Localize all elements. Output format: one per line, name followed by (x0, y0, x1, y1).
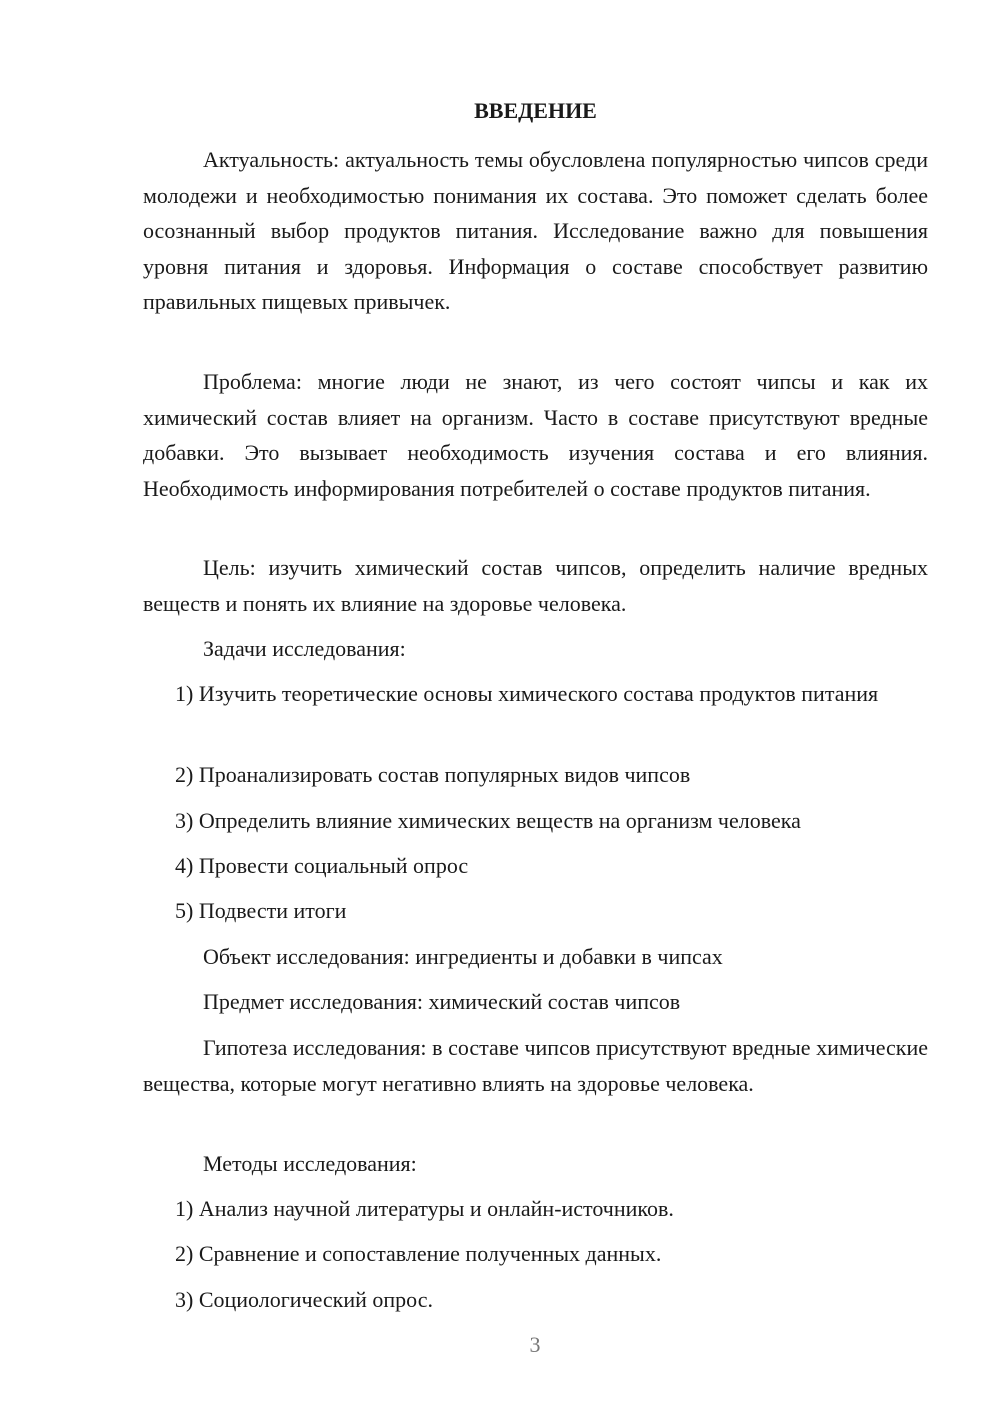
task-item: 5) Подвести итоги (175, 898, 347, 923)
task-item: 2) Проанализировать состав популярных видов чипсов (175, 762, 691, 787)
page-title: ВВЕДЕНИЕ (474, 98, 597, 123)
subject-paragraph: Предмет исследования: химический состав чипсов (203, 989, 681, 1014)
task-item: 1) Изучить теоретические основы химического состава продуктов питания (175, 681, 879, 706)
tasks-heading: Задачи исследования: (203, 636, 406, 661)
methods-heading: Методы исследования: (203, 1151, 417, 1176)
page-number: 3 (529, 1332, 541, 1357)
method-item: 1) Анализ научной литературы и онлайн-источников. (175, 1196, 674, 1221)
problem-paragraph: Проблема: многие люди не знают, из чего состоят чипсы и как их химический состав влияет на организм. Часто в составе присутствуют вредные добавки. Это вызывает необходимость изучения состава и его влияния. Необходимость информирования потребителей о составе продуктов питания. (143, 369, 928, 501)
task-item: 4) Провести социальный опрос (175, 853, 469, 878)
object-paragraph: Объект исследования: ингредиенты и добавки в чипсах (203, 944, 723, 969)
relevance-paragraph: Актуальность: актуальность темы обусловлена популярностью чипсов среди молодежи и необходимостью понимания их состава. Это поможет сделать более осознанный выбор продуктов питания. Исследование важно для повышения уровня питания и здоровья. Информация о составе способствует развитию правильных пищевых привычек. (143, 147, 928, 314)
task-item: 3) Определить влияние химических веществ на организм человека (175, 808, 801, 833)
hypothesis-paragraph: Гипотеза исследования: в составе чипсов присутствуют вредные химические вещества, которые могут негативно влиять на здоровье человека. (143, 1035, 928, 1096)
method-item: 3) Социологический опрос. (175, 1287, 433, 1312)
method-item: 2) Сравнение и сопоставление полученных данных. (175, 1241, 662, 1266)
goal-paragraph: Цель: изучить химический состав чипсов, определить наличие вредных веществ и понять их влияние на здоровье человека. (143, 555, 928, 616)
